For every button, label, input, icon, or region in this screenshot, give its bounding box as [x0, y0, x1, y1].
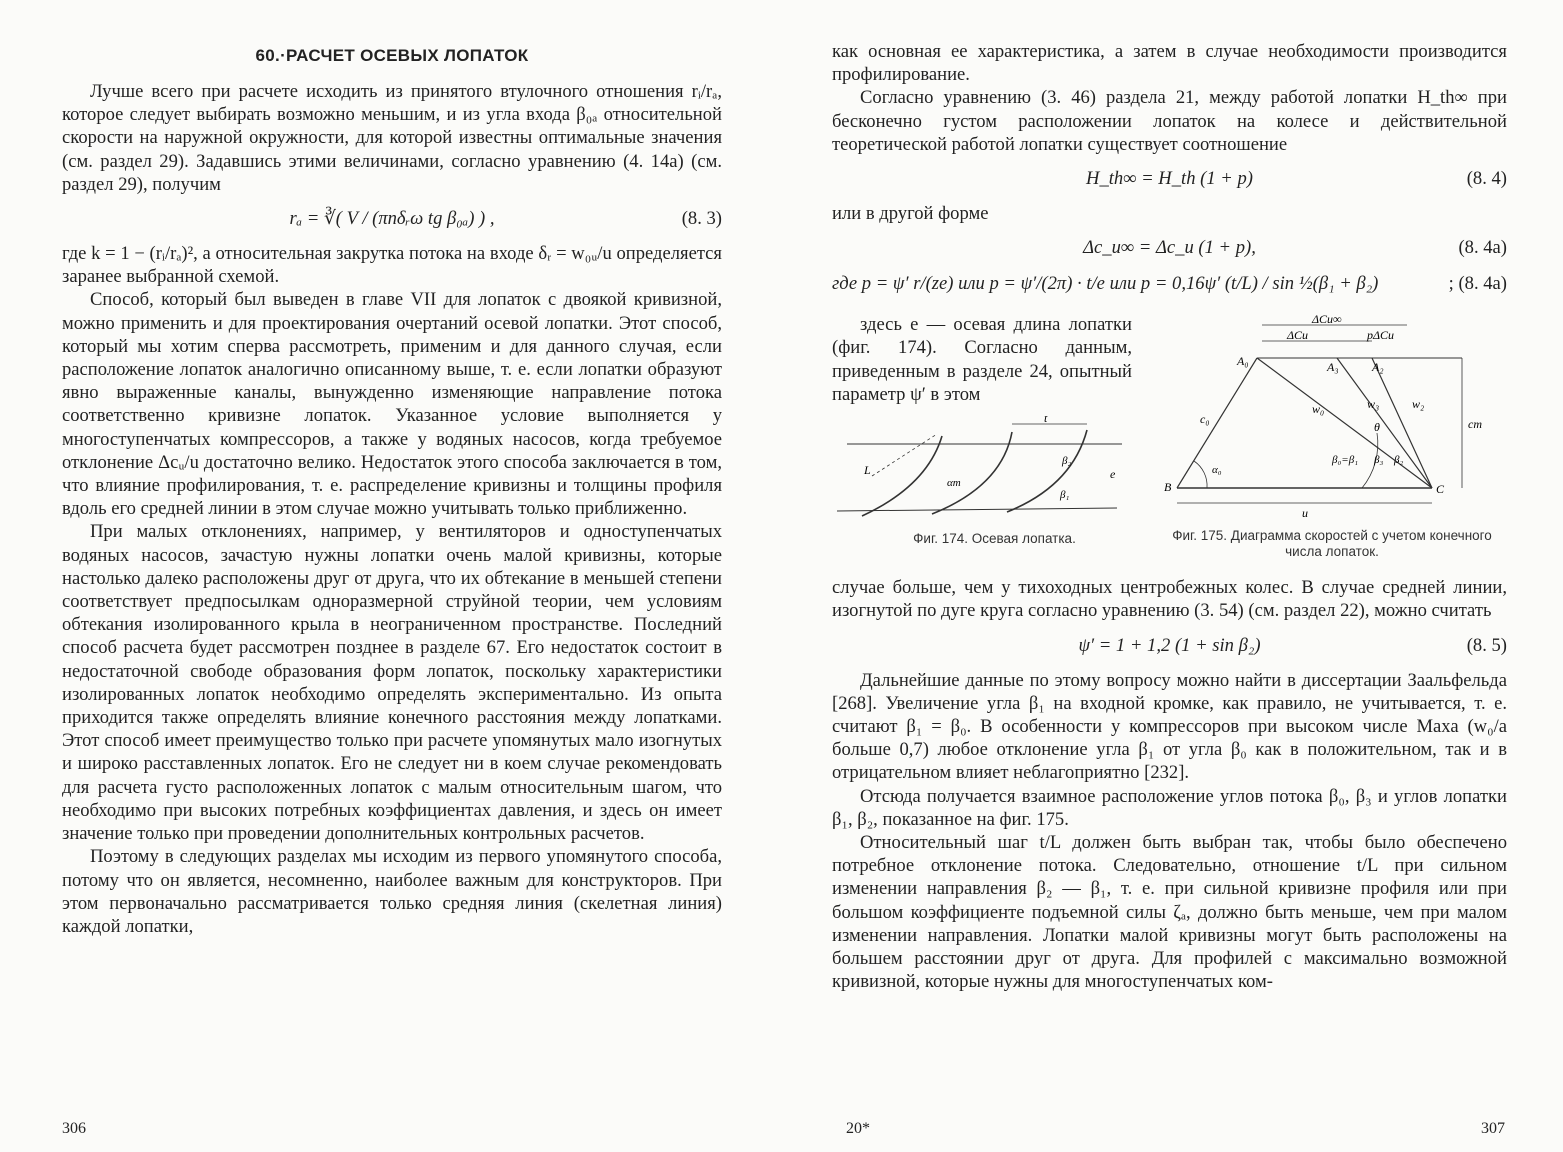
page-number: 307: [1481, 1120, 1505, 1137]
figures-row: [832, 313, 1507, 560]
w2-vector: [1372, 358, 1432, 488]
page-number: 306: [62, 1120, 86, 1137]
alpha-arc: [1194, 461, 1207, 488]
fig175-label: w₀: [1312, 402, 1325, 417]
fig175-label: A₃: [1327, 360, 1339, 375]
fig175-label: cm: [1468, 417, 1482, 432]
equation-body: Δc_u∞ = Δc_u (1 + p),: [1083, 237, 1256, 259]
paragraph: Поэтому в следующих разделах мы исходим из первого упомянутого способа, потому что он является, несомненно, наиболее важным для конструкторов. При этом первоначально рассматривается только средняя линия (скелетная линия) каждой лопатки,: [62, 846, 722, 937]
equation-number: (8. 4а): [1458, 237, 1507, 259]
w3-vector: [1337, 358, 1432, 488]
figure-174-diagram: [832, 416, 1132, 526]
equation-number: (8. 3): [681, 208, 722, 230]
blade-3: [1007, 430, 1087, 512]
fig175-label: A₂: [1372, 360, 1384, 375]
equation-body: rₐ = ∛( V / (πnδᵣω tg β₀ₐ) ) ,: [289, 208, 495, 230]
fig175-label: c₀: [1200, 412, 1210, 427]
fig175-label: θ: [1374, 420, 1380, 435]
paragraph: При малых отклонениях, например, у вентиляторов и одноступенчатых водяных насосов, зачастую нужны лопатки очень малой кривизны, которые настолько далеко расположены друг от друга, что их обтекание в меньшей степени соответствует предпосылкам одноразмерной струйной теории, чем условиям обтекания изолированного крыла в неограниченном пространстве. Последний способ расчета будет рассмотрен позднее в разделе 67. Его недостаток состоит в недостаточной свободе образования форм лопаток, поскольку характеристики изолированных лопаток необходимо определять экспериментально. Из опыта приходится также определять влияние конечного расстояния между лопатками. Этот способ имеет преимущество только при расчете упомянутых мало изогнутых и широко расставленных лопаток. Его не следует ни в коем случае рекомендовать для расчета густо расположенных лопаток с малым относительным шагом, что необходимо при высоких потребных коэффициентах давления, и здесь он имеет значение только при проведении дополнительных контрольных расчетов.: [62, 521, 722, 845]
fig175-label: α₀: [1212, 464, 1222, 477]
w0-vector: [1257, 358, 1432, 488]
equation-body: H_th∞ = H_th (1 + p): [1086, 168, 1253, 190]
paragraph: здесь e — осевая длина лопатки (фиг. 174). Согласно данным, приведенным в разделе 24, опытный параметр ψ′ в этом: [832, 314, 1132, 405]
fig175-label: C: [1436, 482, 1445, 497]
paragraph: Отсюда получается взаимное расположение углов потока β₀, β₃ и углов лопатки β₁, β₂, показанное на фиг. 175.: [832, 785, 1507, 830]
fig175-label: β₃: [1374, 454, 1384, 467]
right-page: [790, 0, 1563, 1152]
paragraph: Способ, который был выведен в главе VII для лопаток с двоякой кривизной, можно применить и для проектирования очертаний осевой лопатки. Этот способ, который мы хотим сперва рассмотреть, применим и для данного случая, если расположение лопаток аналогично описанному выше, т. е. если лопатки образуют явно выраженные каналы, вынужденно изменяющие направление потока соответственно кривизне лопаток. Указанное условие выполняется у многоступенчатых компрессоров, а также у водяных насосов, когда требуемое отклонение Δcᵤ/u достаточно велико. Недостаток этого способа заключается в том, что влияние профилирования, т. е. распределение кривизны и толщины профиля вдоль его средней линии в этом случае можно учитывать только приближенно.: [62, 289, 722, 520]
fig175-label: u: [1302, 506, 1308, 521]
fig175-label: w₂: [1412, 397, 1425, 412]
fig175-label: A₀: [1237, 354, 1249, 369]
paragraph: Согласно уравнению (3. 46) раздела 21, между работой лопатки H_th∞ при бесконечно густом расположении лопаток на колесе и действительной теоретической работой лопатки существует соотношение: [832, 87, 1507, 155]
paragraph: где k = 1 − (rᵢ/rₐ)², а относительная закрутка потока на входе δᵣ = w₀ᵤ/u определяется заранее выбранной схемой.: [62, 243, 722, 288]
paragraph: Лучше всего при расчете исходить из принятого втулочного отношения rᵢ/rₐ, которое следует выбирать возможно меньшим, и из угла входа β₀ₐ относительной скорости на наружной окружности, для которой известны оптимальные значения (см. раздел 29). Задавшись этими величинами, согласно уравнению (4. 14а) (см. раздел 29), получим: [62, 81, 722, 195]
fig174-label: e: [1110, 467, 1116, 482]
paragraph: случае больше, чем у тихоходных центробежных колес. В случае средней линии, изогнутой по дуге круга согласно уравнению (3. 54) (см. раздел 22), можно считать: [832, 577, 1507, 622]
figure-175-block: [1157, 313, 1507, 560]
fig174-label: t: [1044, 416, 1048, 426]
fig174-label: β₁: [1060, 489, 1070, 502]
fig175-label: β₀=β₁: [1332, 454, 1359, 467]
equation-number: (8. 4): [1466, 168, 1507, 190]
fig174-label: β₂: [1062, 455, 1072, 468]
equation-body: где p = ψ′ r/(ze) или p = ψ′/(2π) · t/e или p = 0,16ψ′ (t/L) / sin ½(β₁ + β₂): [832, 273, 1379, 295]
fig174-label: L: [864, 463, 871, 478]
paragraph: Дальнейшие данные по этому вопросу можно найти в диссертации Заальфельда [268]. Увеличение угла β₁ на входной кромке, как правило, не учитывается, т. е. считают β₁ = β₀. В особенности у компрессоров при высоком числе Маха (w₀/a больше 0,7) любое отклонение угла β₁ от угла β₀ как в положительном, так и в отрицательном влияет неблагоприятно [232].: [832, 669, 1507, 784]
section-title: 60.·РАСЧЕТ ОСЕВЫХ ЛОПАТОК: [255, 46, 529, 65]
equation-number: ; (8. 4а): [1448, 273, 1507, 295]
equation-8-4a-variants: [832, 271, 1507, 297]
fig175-label: β₂: [1394, 454, 1404, 467]
figure-175-diagram: [1162, 313, 1502, 523]
blade-1: [862, 436, 942, 516]
fig175-label: w₃: [1367, 397, 1380, 412]
equation-8-4a: [832, 235, 1507, 261]
fig175-label: ΔCu∞: [1312, 313, 1342, 327]
equation-number: (8. 5): [1466, 634, 1507, 656]
equation-8-3: [62, 206, 722, 232]
paragraph: Относительный шаг t/L должен быть выбран так, чтобы было обеспечено потребное отклонение потока. Следовательно, отношение t/L при сильном изменении направления β₂ — β₁, т. е. при сильной кривизне профиля или при большом коэффициенте подъемной силы ζₐ, должно быть меньше, чем при малом изменении направления. Лопатки малой кривизны могут быть расположены на большем расстоянии друг от друга. Для профилей с максимально возможной кривизной, которые нужны для многоступенчатых ком-: [832, 832, 1507, 993]
fig175-label: ΔCu: [1287, 328, 1309, 343]
figure-174-block: [832, 313, 1157, 560]
fig174-label: αm: [947, 477, 961, 490]
blade-outlet-line: [837, 508, 1117, 511]
chord-line: [872, 434, 937, 476]
signature-mark: 20*: [846, 1120, 870, 1137]
equation-8-5: [832, 633, 1507, 659]
equation-8-4: [832, 166, 1507, 192]
figure-175-caption: Фиг. 175. Диаграмма скоростей с учетом конечного числа лопаток.: [1172, 528, 1492, 560]
equation-body: ψ′ = 1 + 1,2 (1 + sin β₂): [1078, 634, 1261, 656]
paragraph: как основная ее характеристика, а затем в случае необходимости производится профилирование.: [832, 41, 1507, 86]
fig175-label: B: [1164, 480, 1172, 495]
fig175-label: pΔCu: [1367, 328, 1395, 343]
paragraph: или в другой форме: [832, 203, 989, 225]
figure-174-caption: Фиг. 174. Осевая лопатка.: [913, 531, 1076, 547]
